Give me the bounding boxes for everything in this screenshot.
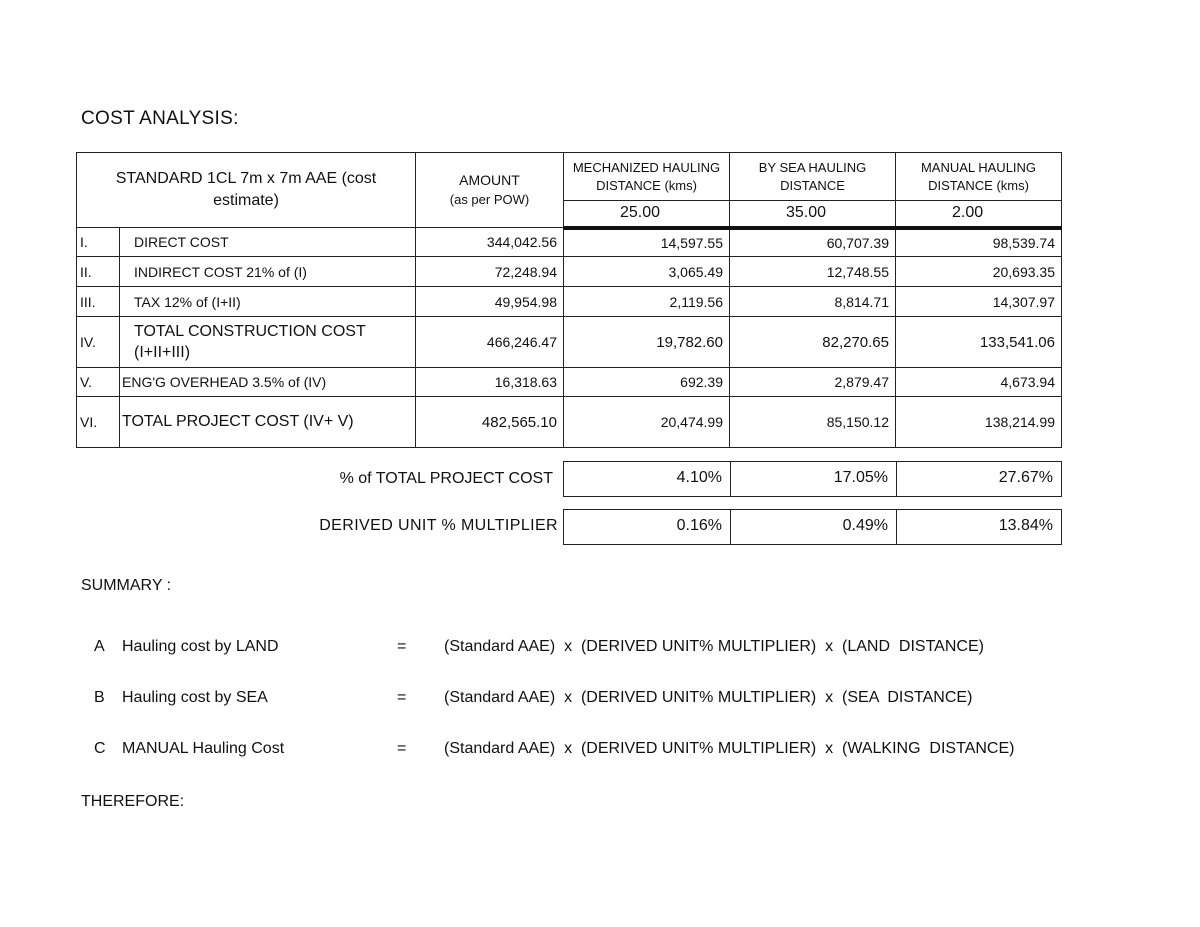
summary-label: Hauling cost by SEA (122, 689, 268, 706)
row-number: VI. (77, 397, 120, 448)
row-number: III. (77, 287, 120, 317)
header-amount-label: AMOUNT (459, 172, 520, 188)
page-heading: COST ANALYSIS: (81, 108, 239, 129)
row-manual: 20,693.35 (896, 257, 1062, 287)
mechanized-distance-value: 25.00 (564, 201, 730, 228)
row-sea: 12,748.55 (730, 257, 896, 287)
row-mechanized: 692.39 (564, 368, 730, 397)
summary-formula: (Standard AAE) x (DERIVED UNIT% MULTIPLIER) x (SEA DISTANCE) (444, 689, 973, 706)
row-manual: 14,307.97 (896, 287, 1062, 317)
summary-label: Hauling cost by LAND (122, 638, 279, 655)
header-amount (416, 153, 564, 228)
row-mechanized: 3,065.49 (564, 257, 730, 287)
row-description-line1: TOTAL CONSTRUCTION COST (134, 323, 366, 340)
table-row (77, 257, 1062, 287)
summary-formula: (Standard AAE) x (DERIVED UNIT% MULTIPLIER) x (WALKING DISTANCE) (444, 740, 1015, 757)
row-manual: 4,673.94 (896, 368, 1062, 397)
row-mechanized: 19,782.60 (564, 317, 730, 368)
row-amount: 16,318.63 (416, 368, 564, 397)
row-description: DIRECT COST (120, 228, 416, 257)
row-manual: 138,214.99 (896, 397, 1062, 448)
derived-multiplier-label: DERIVED UNIT % MULTIPLIER (319, 517, 558, 534)
row-sea: 8,814.71 (730, 287, 896, 317)
row-manual: 133,541.06 (896, 317, 1062, 368)
summary-letter: B (94, 689, 105, 706)
table-row (77, 368, 1062, 397)
header-standard-aae: STANDARD 1CL 7m x 7m AAE (cost estimate) (77, 153, 416, 228)
row-number: IV. (77, 317, 120, 368)
row-mechanized: 2,119.56 (564, 287, 730, 317)
manual-distance-value: 2.00 (896, 201, 1062, 228)
row-sea: 82,270.65 (730, 317, 896, 368)
header-manual-distance: MANUAL HAULING DISTANCE (kms) (896, 153, 1062, 201)
row-sea: 60,707.39 (730, 228, 896, 257)
row-description: INDIRECT COST 21% of (I) (120, 257, 416, 287)
row-description (120, 317, 416, 368)
derived-mechanized: 0.16% (676, 517, 722, 534)
row-description: TAX 12% of (I+II) (120, 287, 416, 317)
header-mechanized-distance: MECHANIZED HAULING DISTANCE (kms) (564, 153, 730, 201)
row-number: II. (77, 257, 120, 287)
row-mechanized: 20,474.99 (564, 397, 730, 448)
pct-total-manual: 27.67% (896, 462, 1061, 496)
derived-sea: 0.49% (730, 510, 896, 544)
summary-equals: = (397, 638, 407, 655)
row-description-line2: (I+II+III) (134, 344, 191, 361)
row-amount: 344,042.56 (416, 228, 564, 257)
row-sea: 85,150.12 (730, 397, 896, 448)
summary-letter: A (94, 638, 105, 655)
header-sea-distance: BY SEA HAULING DISTANCE (730, 153, 896, 201)
derived-multiplier-box (563, 509, 1062, 545)
row-amount: 466,246.47 (416, 317, 564, 368)
row-number: V. (77, 368, 120, 397)
summary-letter: C (94, 740, 106, 757)
row-sea: 2,879.47 (730, 368, 896, 397)
pct-total-mechanized: 4.10% (676, 469, 722, 486)
row-mechanized: 14,597.55 (564, 228, 730, 257)
pct-total-box (563, 461, 1062, 497)
table-row (77, 228, 1062, 257)
pct-total-sea: 17.05% (730, 462, 896, 496)
row-amount: 49,954.98 (416, 287, 564, 317)
sea-distance-value: 35.00 (730, 201, 896, 228)
table-row (77, 287, 1062, 317)
row-manual: 98,539.74 (896, 228, 1062, 257)
cost-analysis-table (76, 152, 1062, 448)
header-amount-sub: (as per POW) (449, 192, 530, 207)
summary-title: SUMMARY : (81, 577, 172, 594)
row-number: I. (77, 228, 120, 257)
summary-equals: = (397, 740, 407, 757)
row-description: ENG'G OVERHEAD 3.5% of (IV) (120, 368, 416, 397)
therefore-label: THEREFORE: (81, 793, 185, 810)
summary-formula: (Standard AAE) x (DERIVED UNIT% MULTIPLIER) x (LAND DISTANCE) (444, 638, 984, 655)
row-amount: 72,248.94 (416, 257, 564, 287)
derived-manual: 13.84% (896, 510, 1061, 544)
pct-total-label: % of TOTAL PROJECT COST (339, 470, 553, 487)
table-row (77, 317, 1062, 368)
summary-label: MANUAL Hauling Cost (122, 740, 285, 757)
row-amount: 482,565.10 (416, 397, 564, 448)
row-description: TOTAL PROJECT COST (IV+ V) (120, 397, 416, 448)
summary-equals: = (397, 689, 407, 706)
table-row (77, 397, 1062, 448)
